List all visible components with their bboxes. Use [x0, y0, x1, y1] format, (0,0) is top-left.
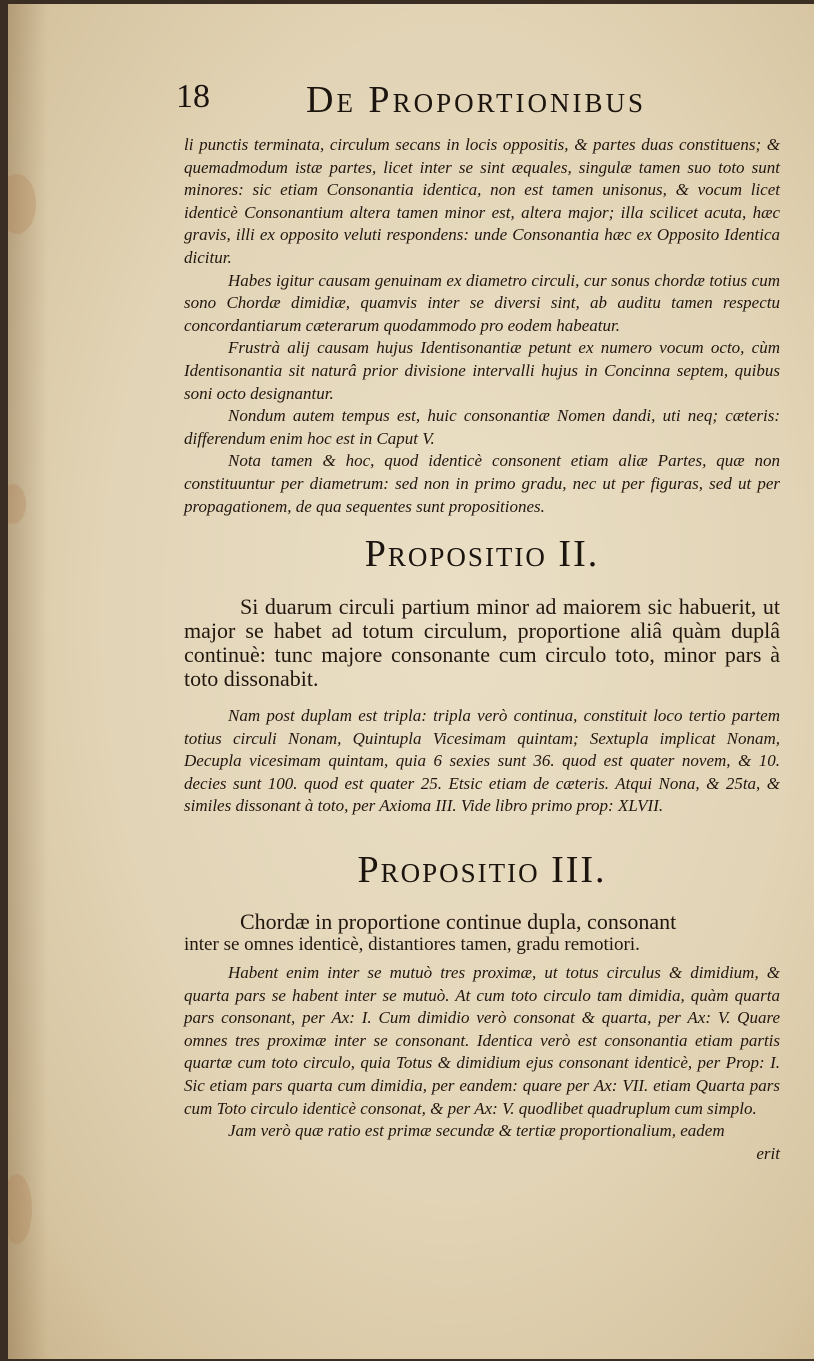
proposition-proof: Habent enim inter se mutuò tres proximæ, ut totus circulus & dimidium, & quarta pars se habent inter se mutuò. At cum toto circulo tam dimidia, quàm quarta pars consonant, per Ax: I. Cum dimidio verò consonat & quarta, per Ax: V. Quare omnes tres proximæ inter se consonant. Identica verò est consonantia etiam partis quartæ cum toto circulo, quia Totus & dimidium ejus consonant identicè, per Prop: I. Sic etiam pars quarta cum dimidia, per eandem: quare per Ax: VII. etiam Quarta pars cum Toto circulo identicè consonat, & per Ax: V. quodlibet quadruplum cum simplo. [184, 963, 780, 1118]
proposition-proof-last-line: Jam verò quæ ratio est primæ secundæ & tertiæ proportionalium, eadem [228, 1121, 725, 1141]
proposition-3-heading: Propositio III. [357, 849, 607, 891]
intro-paragraph: Nondum autem tempus est, huic consonantiæ Nomen dandi, uti neq; cæteris: differendum enim hoc est in Caput V. [184, 406, 780, 448]
proposition-3-statement [184, 910, 780, 956]
proposition-proof: Nam post duplam est tripla: tripla verò continua, constituit loco tertio partem totius circuli Nonam, Quintupla Vicesimam quintam; Sextupla implicat Nonam, Decupla vicesimam quintam, quia 6 sexies sunt 36. quod est quater novem, & 10. decies sunt 100. quod est quater 25. Etsic etiam de cæteris. Atqui Nona, & 25ta, & similes dissonant à toto, per Axioma III. Vide libro primo prop: XLVII. [184, 706, 780, 816]
intro-text [184, 134, 780, 518]
page-stain [8, 174, 36, 234]
proposition-2-proof [184, 705, 780, 818]
page-stain [8, 1174, 32, 1244]
catchword: erit [756, 1143, 780, 1163]
page-number: 18 [176, 78, 210, 115]
intro-paragraph: Habes igitur causam genuinam ex diametro circuli, cur sonus chordæ totius cum sono Chordæ dimidiæ, quamvis inter se diversi sint, ab auditu tamen respectu concordantiarum cæterarum quodammodo pro eodem habeatur. [184, 270, 780, 335]
running-title: De Proportionibus [306, 79, 646, 121]
proposition-2-statement [184, 595, 780, 691]
proposition-2-heading: Propositio II. [364, 533, 600, 575]
intro-paragraph: Frustrà alij causam hujus Identisonantiæ petunt ex numero vocum octo, cùm Identisonantia sit naturâ prior divisione intervalli hujus in Concinna septem, quibus soni octo designantur. [184, 338, 780, 403]
proposition-statement-rest: inter se omnes identicè, distantiores tamen, gradu remotiori. [184, 934, 640, 955]
proposition-statement-lead: Chordæ in proportione continue dupla, consonant [240, 909, 677, 934]
proposition-3-proof [184, 962, 780, 1165]
page-header [176, 78, 716, 128]
page-stain [8, 484, 26, 524]
intro-paragraph: Nota tamen & hoc, quod identicè consonent etiam aliæ Partes, quæ non constituuntur per diametrum: sed non in primo gradu, nec ut per figuras, sed ut per propagationem, de qua sequentes sunt propositiones. [184, 451, 780, 516]
intro-paragraph: li punctis terminata, circulum secans in locis oppositis, & partes duas constituens; & quemadmodum istæ partes, licet inter se sint æquales, singulæ tamen suo toto sunt minores: sic etiam Consonantia identica, non est tamen unisonus, & vocum licet identicè Consonantium altera tamen minor est, altera major; illa scilicet acuta, hæc gravis, illi ex opposito veluti respondens: unde Consonantia hæc ex Opposito Identica dicitur. [184, 135, 780, 267]
proposition-statement: Si duarum circuli partium minor ad maiorem sic habuerit, ut major se habet ad totum circulum, proportione aliâ quàm duplâ continuè: tunc majore consonante cum circulo toto, minor pars à toto dissonabit. [184, 594, 780, 691]
